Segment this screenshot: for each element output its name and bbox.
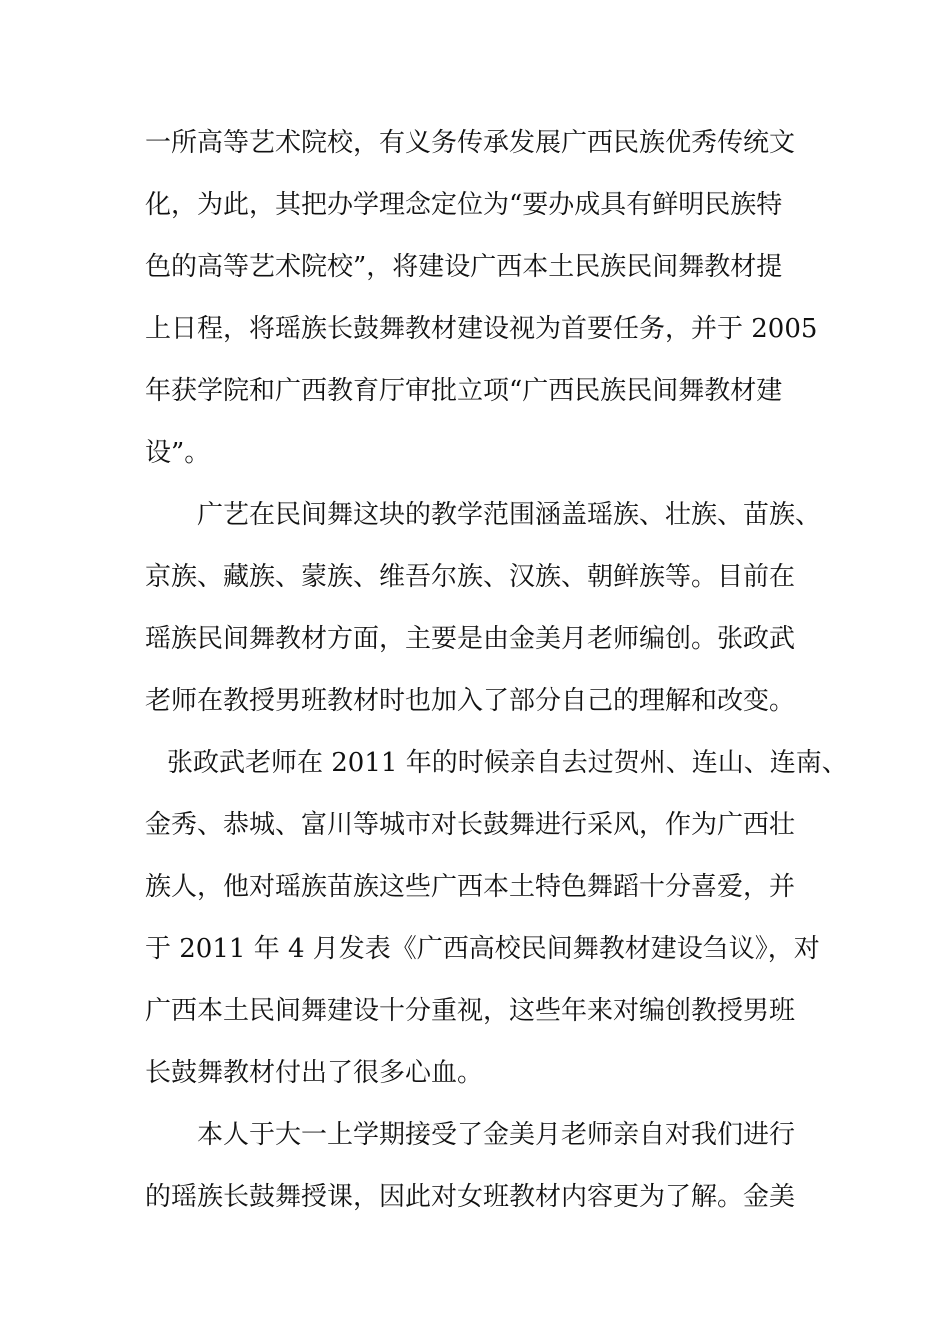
text-line: 广西本土民间舞建设十分重视，这些年来对编创教授男班: [145, 996, 796, 1026]
text-line: 瑶族民间舞教材方面，主要是由金美月老师编创。张政武: [145, 624, 796, 654]
text-line: 长鼓舞教材付出了很多心血。: [145, 1058, 484, 1088]
paragraph-first-line: 广艺在民间舞这块的教学范围涵盖瑶族、壮族、苗族、: [197, 500, 822, 530]
text-line: 老师在教授男班教材时也加入了部分自己的理解和改变。: [145, 686, 796, 716]
text-line: 设”。: [145, 438, 211, 468]
text-line: 年获学院和广西教育厅审批立项“广西民族民间舞教材建: [145, 376, 783, 406]
text-line: 的瑶族长鼓舞授课，因此对女班教材内容更为了解。金美: [145, 1182, 796, 1212]
text-line: 族人，他对瑶族苗族这些广西本土特色舞蹈十分喜爱，并: [145, 872, 796, 902]
text-line: 一所高等艺术院校，有义务传承发展广西民族优秀传统文: [145, 128, 796, 158]
text-line: 色的高等艺术院校”，将建设广西本土民族民间舞教材提: [145, 252, 783, 282]
paragraph-first-line: 本人于大一上学期接受了金美月老师亲自对我们进行: [197, 1120, 796, 1150]
text-line: 上日程，将瑶族长鼓舞教材建设视为首要任务，并于 2005: [145, 314, 818, 344]
body-text: [145, 112, 848, 1228]
text-line: 化，为此，其把办学理念定位为“要办成具有鲜明民族特: [145, 190, 783, 220]
paragraph-first-line: 张政武老师在 2011 年的时候亲自去过贺州、连山、连南、: [167, 748, 848, 778]
text-line: 于 2011 年 4 月发表《广西高校民间舞教材建设刍议》，对: [145, 934, 820, 964]
text-line: 金秀、恭城、富川等城市对长鼓舞进行采风，作为广西壮: [145, 810, 796, 840]
text-line: 京族、藏族、蒙族、维吾尔族、汉族、朝鲜族等。目前在: [145, 562, 796, 592]
